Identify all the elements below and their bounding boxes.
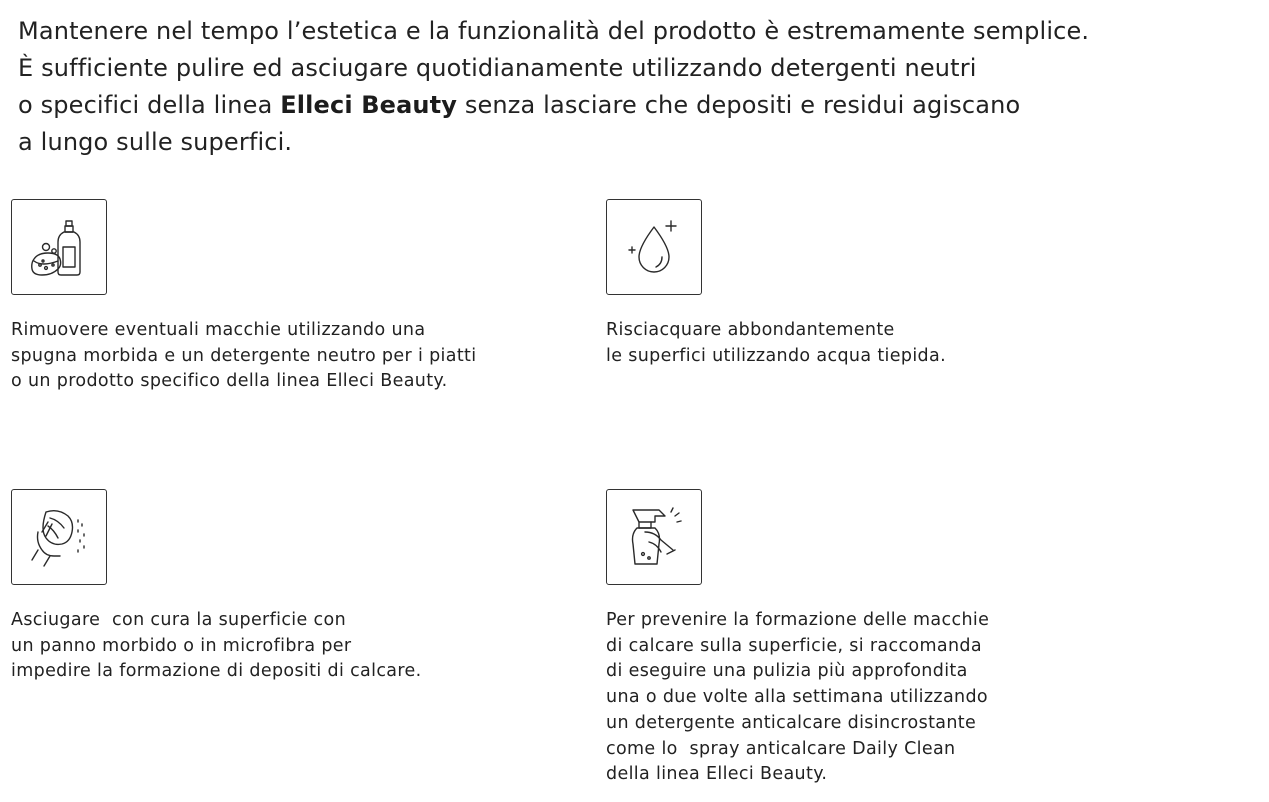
step-line: le superfici utilizzando acqua tiepida.: [606, 345, 946, 366]
step-line: della linea Elleci Beauty.: [606, 764, 828, 785]
step-line: Risciacquare abbondantemente: [606, 320, 895, 340]
step-line: di calcare sulla superficie, si raccomanda: [606, 635, 982, 656]
step-line: Rimuovere eventuali macchie utilizzando una: [11, 320, 426, 340]
icon-frame: [11, 489, 107, 585]
step-description: [606, 318, 946, 369]
sponge-detergent-icon: [24, 207, 94, 287]
step-description: [11, 318, 476, 395]
step-line: di eseguire una pulizia più approfondita: [606, 661, 968, 682]
icon-frame: [11, 199, 107, 295]
brand-name: Elleci Beauty: [280, 91, 458, 119]
step-line: una o due volte alla settimana utilizzando: [606, 687, 988, 708]
step-line: spugna morbida e un detergente neutro per i piatti: [11, 345, 477, 366]
intro-paragraph: [18, 13, 1263, 161]
intro-line-1: Mantenere nel tempo l’estetica e la funzionalità del prodotto è estremamente semplice.: [18, 17, 1090, 45]
intro-line-3: [18, 87, 1263, 124]
water-drop-icon: [624, 217, 684, 277]
step-line: Per prevenire la formazione delle macchie: [606, 610, 990, 630]
step-description: [606, 608, 989, 788]
step-description: [11, 608, 422, 685]
intro-line-4: a lungo sulle superfici.: [18, 128, 293, 156]
step-line: o un prodotto specifico della linea Elleci Beauty.: [11, 371, 448, 392]
icon-frame: [606, 489, 702, 585]
intro-line-2: È sufficiente pulire ed asciugare quotidianamente utilizzando detergenti neutri: [18, 54, 977, 82]
step-line: impedire la formazione di depositi di calcare.: [11, 661, 422, 682]
intro-line-3-start: o specifici della linea: [18, 91, 281, 119]
icon-frame: [606, 199, 702, 295]
intro-line-3-end: senza lasciare che depositi e residui agiscano: [457, 91, 1021, 119]
step-line: come lo spray anticalcare Daily Clean: [606, 738, 956, 759]
step-line: un detergente anticalcare disincrostante: [606, 712, 977, 733]
hand-wiping-cloth-icon: [24, 502, 94, 572]
step-line: Asciugare con cura la superficie con: [11, 610, 347, 630]
spray-bottle-icon: [619, 502, 689, 572]
step-line: un panno morbido o in microfibra per: [11, 635, 352, 656]
